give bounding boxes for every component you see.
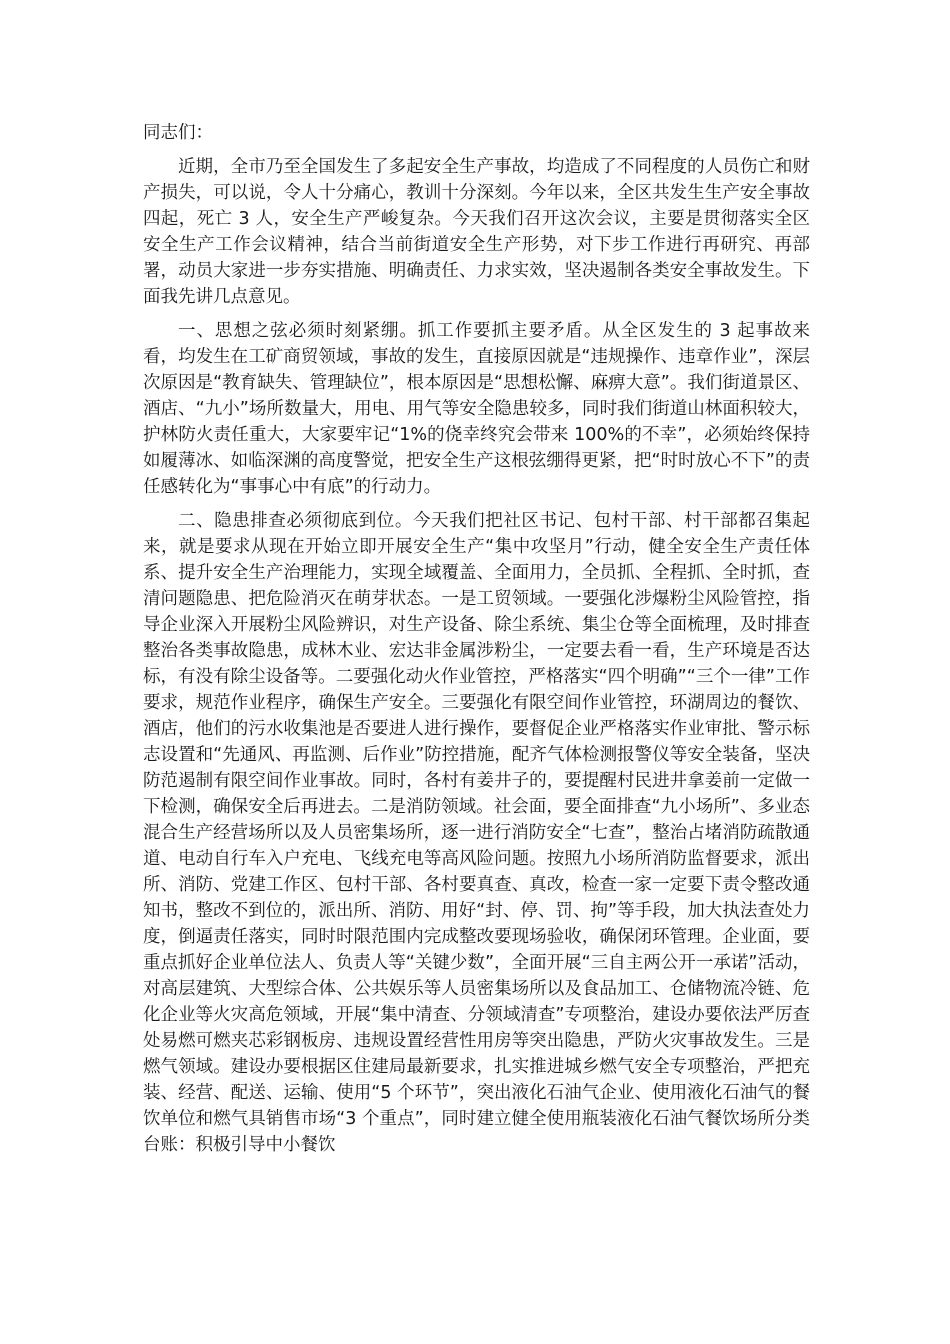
salutation: 同志们： [143,123,213,143]
paragraph-section-one: 一、思想之弦必须时刻紧绷。抓工作要抓主要矛盾。从全区发生的 3 起事故来看，均发生在工矿商贸领域，事故的发生，直接原因就是“违规操作、违章作业”，深层次原因是“教育缺失、管理缺位”，根本原因是“思想松懈、麻痹大意”。我们街道景区、酒店、“九小”场所数量大，用电、用气等安全隐患较多，同时我们街道山林面积较大，护林防火责任重大，大家要牢记“1%的侥幸终究会带来 100%的不幸”，必须始终保持如履薄冰、如临深渊的高度警觉，把安全生产这根弦绷得更紧，把“时时放心不下”的责任感转化为“事事心中有底”的行动力。 [143,321,810,497]
paragraph-section-two: 二、隐患排查必须彻底到位。今天我们把社区书记、包村干部、村干部都召集起来，就是要求从现在开始立即开展安全生产“集中攻坚月”行动，健全安全生产责任体系、提升安全生产治理能力，实现全域覆盖、全面用力，全员抓、全程抓、全时抓，查清问题隐患、把危险消灭在萌芽状态。一是工贸领域。一要强化涉爆粉尘风险管控，指导企业深入开展粉尘风险辨识，对生产设备、除尘系统、集尘仓等全面梳理，及时排查整治各类事故隐患，成林木业、宏达非金属涉粉尘，一定要去看一看，生产环境是否达标，有没有除尘设备等。二要强化动火作业管控，严格落实“四个明确”“三个一律”工作要求，规范作业程序，确保生产安全。三要强化有限空间作业管控，环湖周边的餐饮、酒店，他们的污水收集池是否要进人进行操作，要督促企业严格落实作业审批、警示标志设置和“先通风、再监测、后作业”防控措施，配齐气体检测报警仪等安全装备，坚决防范遏制有限空间作业事故。同时，各村有姜井子的，要提醒村民进井拿姜前一定做一下检测，确保安全后再进去。二是消防领域。社会面，要全面排查“九小场所”、多业态混合生产经营场所以及人员密集场所，逐一进行消防安全“七查”，整治占堵消防疏散通道、电动自行车入户充电、飞线充电等高风险问题。按照九小场所消防监督要求，派出所、消防、党建工作区、包村干部、各村要真查、真改，检查一家一定要下责令整改通知书，整改不到位的，派出所、消防、用好“封、停、罚、拘”等手段，加大执法查处力度，倒逼责任落实，同时时限范围内完成整改要现场验收，确保闭环管理。企业面，要重点抓好企业单位法人、负责人等“关键少数”，全面开展“三自主两公开一承诺”活动，对高层建筑、大型综合体、公共娱乐等人员密集场所以及食品加工、仓储物流冷链、危化企业等火灾高危领域，开展“集中清查、分领域清查”专项整治，建设办要依法严厉查处易燃可燃夹芯彩钢板房、违规设置经营性用房等突出隐患，严防火灾事故发生。三是燃气领域。建设办要根据区住建局最新要求，扎实推进城乡燃气安全专项整治，严把充装、经营、配送、运输、使用“5 个环节”，突出液化石油气企业、使用液化石油气的餐饮单位和燃气具销售市场“3 个重点”，同时建立健全使用瓶装液化石油气餐饮场所分类台账：积极引导中小餐饮 [143,511,810,1155]
document-body [143,120,810,1166]
paragraph-intro: 近期，全市乃至全国发生了多起安全生产事故，均造成了不同程度的人员伤亡和财产损失，可以说，令人十分痛心，教训十分深刻。今年以来，全区共发生生产安全事故四起，死亡 3 人，安全生产严峻复杂。今天我们召开这次会议，主要是贯彻落实全区安全生产工作会议精神，结合当前街道安全生产形势，对下步工作进行再研究、再部署，动员大家进一步夯实措施、明确责任、力求实效，坚决遏制各类安全事故发生。下面我先讲几点意见。 [143,157,810,307]
